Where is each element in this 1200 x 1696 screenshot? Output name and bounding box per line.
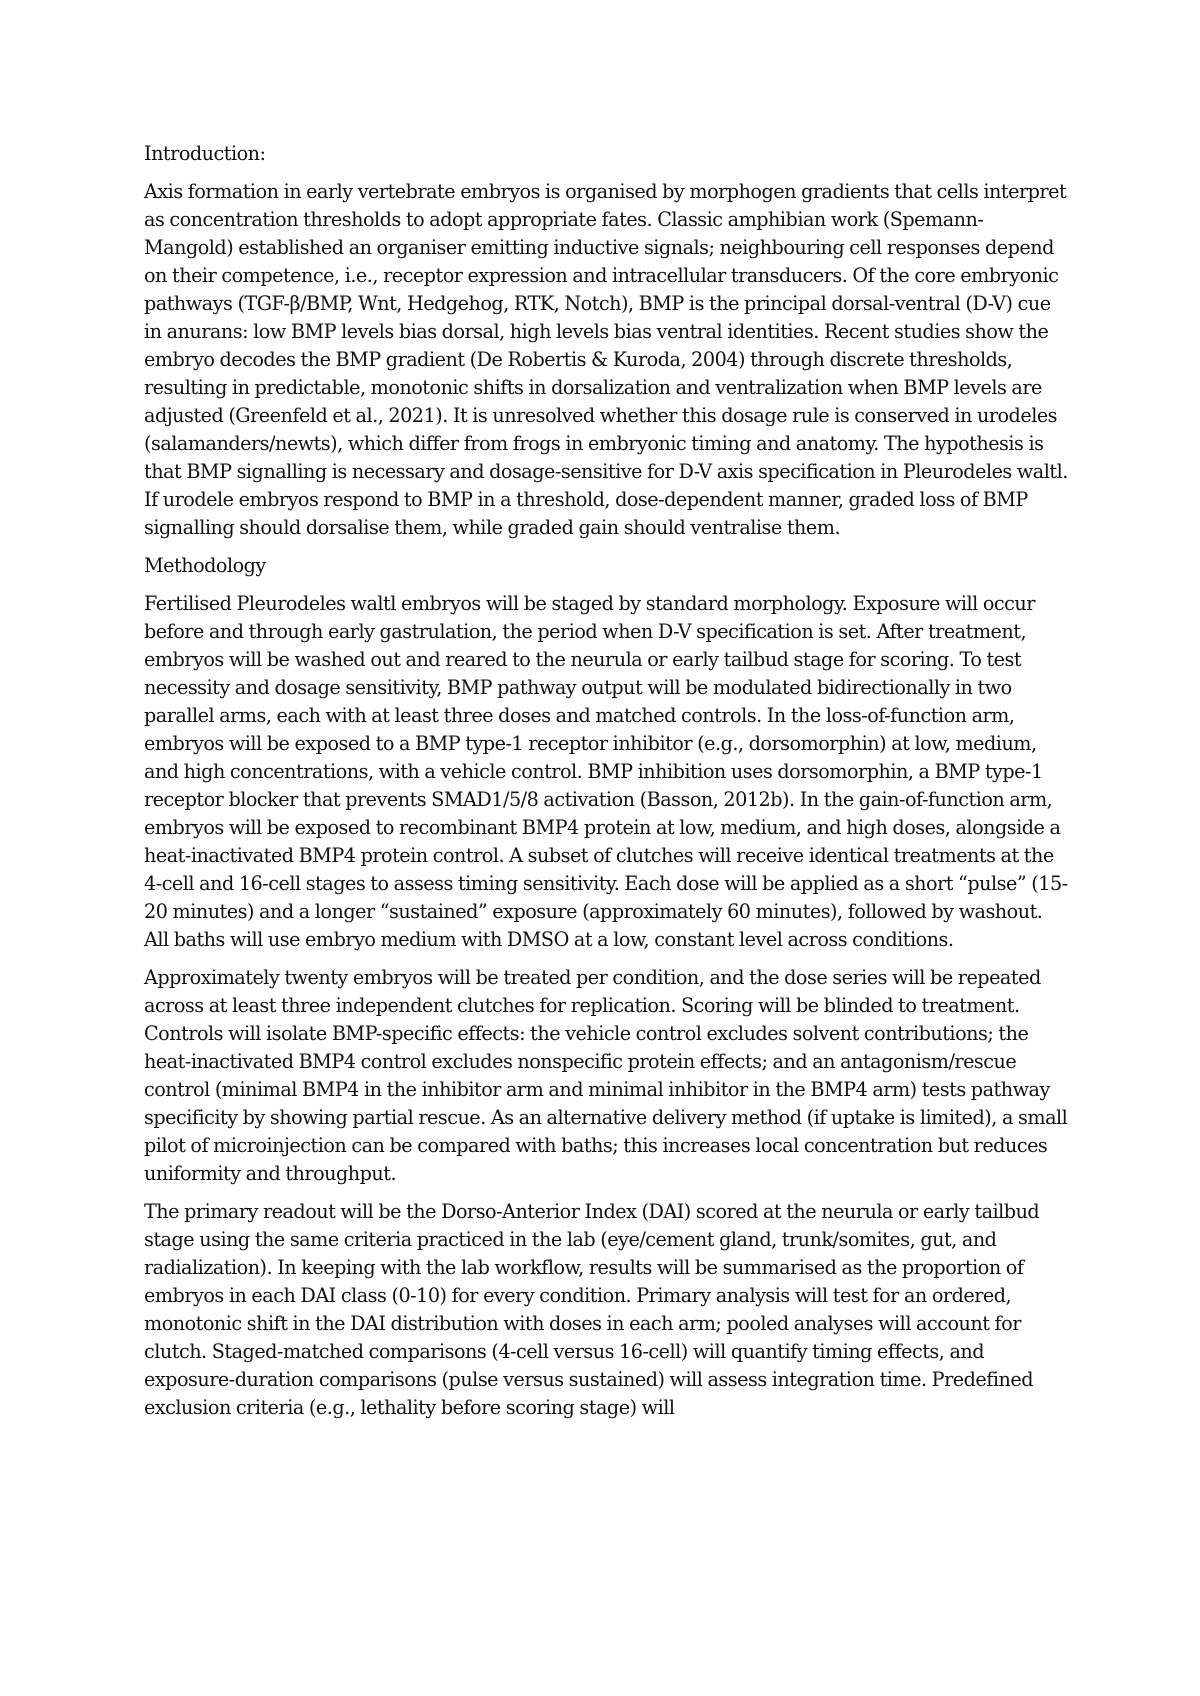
introduction-heading: Introduction:: [144, 142, 266, 165]
methodology-heading: Methodology: [144, 554, 266, 577]
methodology-paragraph-1: Fertilised Pleurodeles waltl embryos will be staged by standard morphology. Exposure will occur before and through early gastrulation, the period when D-V specification is set. After treatment, embryos will be washed out and reared to the neurula or early tailbud stage for scoring. To test necessity and dosage sensitivity, BMP pathway output will be modulated bidirectionally in two parallel arms, each with at least three doses and matched controls. In the loss-of-function arm, embryos will be exposed to a BMP type-1 receptor inhibitor (e.g., dorsomorphin) at low, medium, and high concentrations, with a vehicle control. BMP inhibition uses dorsomorphin, a BMP type-1 receptor blocker that prevents SMAD1/5/8 activation (Basson, 2012b). In the gain-of-function arm, embryos will be exposed to recombinant BMP4 protein at low, medium, and high doses, alongside a heat-inactivated BMP4 protein control. A subset of clutches will receive identical treatments at the 4-cell and 16-cell stages to assess timing sensitivity. Each dose will be applied as a short “pulse” (15-20 minutes) and a longer “sustained” exposure (approximately 60 minutes), followed by washout. All baths will use embryo medium with DMSO at a low, constant level across conditions.: [144, 592, 1068, 951]
document-body: [144, 140, 1069, 1432]
methodology-paragraph-2: Approximately twenty embryos will be treated per condition, and the dose series will be repeated across at least three independent clutches for replication. Scoring will be blinded to treatment. Controls will isolate BMP-specific effects: the vehicle control excludes solvent contributions; the heat-inactivated BMP4 control excludes nonspecific protein effects; and an antagonism/rescue control (minimal BMP4 in the inhibitor arm and minimal inhibitor in the BMP4 arm) tests pathway specificity by showing partial rescue. As an alternative delivery method (if uptake is limited), a small pilot of microinjection can be compared with baths; this increases local concentration but reduces uniformity and throughput.: [144, 966, 1068, 1185]
introduction-paragraph: Axis formation in early vertebrate embryos is organised by morphogen gradients that cells interpret as concentration thresholds to adopt appropriate fates. Classic amphibian work (Spemann-Mangold) established an organiser emitting inductive signals; neighbouring cell responses depend on their competence, i.e., receptor expression and intracellular transducers. Of the core embryonic pathways (TGF-β/BMP, Wnt, Hedgehog, RTK, Notch), BMP is the principal dorsal-ventral (D-V) cue in anurans: low BMP levels bias dorsal, high levels bias ventral identities. Recent studies show the embryo decodes the BMP gradient (De Robertis & Kuroda, 2004) through discrete thresholds, resulting in predictable, monotonic shifts in dorsalization and ventralization when BMP levels are adjusted (Greenfeld et al., 2021). It is unresolved whether this dosage rule is conserved in urodeles (salamanders/newts), which differ from frogs in embryonic timing and anatomy. The hypothesis is that BMP signalling is necessary and dosage-sensitive for D-V axis specification in Pleurodeles waltl. If urodele embryos respond to BMP in a threshold, dose-dependent manner, graded loss of BMP signalling should dorsalise them, while graded gain should ventralise them.: [144, 180, 1068, 539]
methodology-paragraph-3: The primary readout will be the Dorso-Anterior Index (DAI) scored at the neurula or early tailbud stage using the same criteria practiced in the lab (eye/cement gland, trunk/somites, gut, and radialization). In keeping with the lab workflow, results will be summarised as the proportion of embryos in each DAI class (0-10) for every condition. Primary analysis will test for an ordered, monotonic shift in the DAI distribution with doses in each arm; pooled analyses will account for clutch. Staged-matched comparisons (4-cell versus 16-cell) will quantify timing effects, and exposure-duration comparisons (pulse versus sustained) will assess integration time. Predefined exclusion criteria (e.g., lethality before scoring stage) will: [144, 1200, 1040, 1419]
